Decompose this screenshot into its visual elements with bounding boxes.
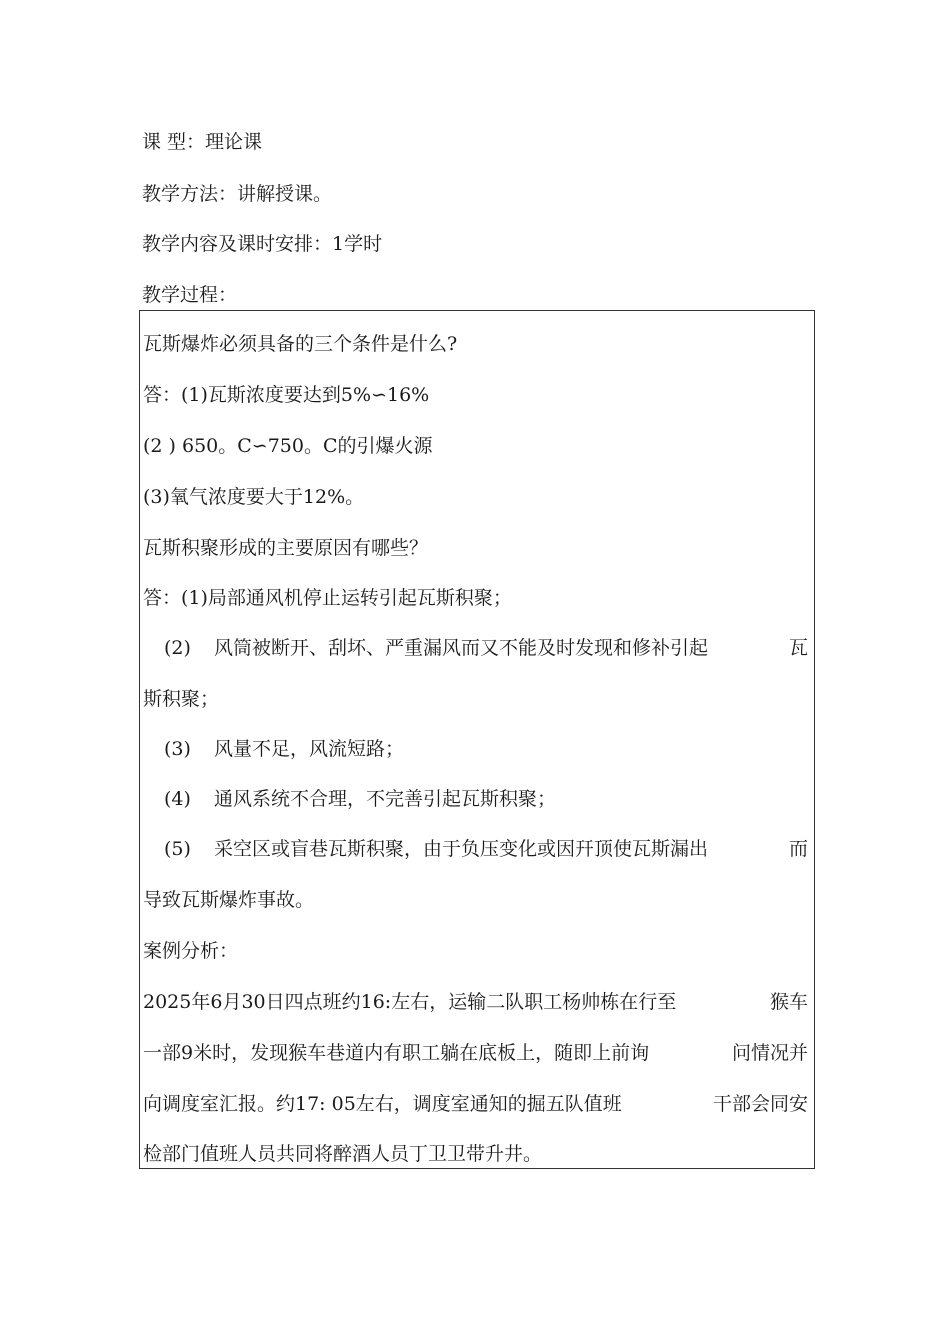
answer-line: (2 ) 650。C∽750。C的引爆火源: [143, 435, 433, 457]
item-number: (2): [164, 637, 191, 659]
answer-item: [164, 737, 808, 761]
process-label: 教学过程：: [142, 284, 238, 306]
answer-item: [164, 787, 808, 811]
answer-item: [164, 837, 808, 861]
course-type-line: 课 型：理论课: [142, 131, 263, 153]
case-paragraph-line: [143, 990, 808, 1014]
item-text-tail: 瓦: [788, 637, 808, 659]
answer-line: 答：(1)局部通风机停止运转引起瓦斯积聚；: [143, 587, 512, 609]
answer-continuation: 斯积聚；: [143, 688, 220, 710]
item-text: 采空区或盲巷瓦斯积聚，由于负压变化或因幵顶使瓦斯漏出: [214, 838, 709, 860]
case-paragraph-line: 检部门值班人员共同将醉酒人员丁卫卫带升井。: [143, 1143, 543, 1165]
item-text: 风量不足，风流短路；: [214, 738, 405, 760]
item-text-tail: 而: [788, 838, 808, 860]
answer-line: 答：(1)瓦斯浓度要达到5%∽16%: [143, 384, 430, 406]
item-number: (3): [164, 738, 191, 760]
item-number: (5): [164, 838, 191, 860]
item-text: 通风系统不合理，不完善引起瓦斯积聚；: [214, 788, 557, 810]
question-gas-explosion-conditions: 瓦斯爆炸必须具备的三个条件是什么?: [143, 333, 458, 355]
case-text: 2025年6月30日四点班约16:左右，运输二队职工杨帅栋在行至: [143, 991, 677, 1013]
answer-line: (3)氧气浓度要大于12%。: [143, 486, 365, 508]
item-text: 风筒被断开、刮坏、严重漏风而又不能及时发现和修补引起: [214, 637, 709, 659]
case-text: 向调度室汇报。约17: 05左右，调度室通知的掘五队值班: [143, 1093, 622, 1115]
teaching-process-box: [139, 310, 815, 1169]
item-number: (4): [164, 788, 191, 810]
answer-continuation: 导致瓦斯爆炸事故。: [143, 889, 315, 911]
teaching-method-line: 教学方法：讲解授课。: [142, 183, 333, 205]
case-paragraph-line: [143, 1092, 808, 1116]
case-text-tail: 问情况并: [731, 1042, 808, 1064]
case-text-tail: 干部会同安: [712, 1093, 808, 1115]
question-gas-accumulation-causes: 瓦斯积聚形成的主要原因有哪些？: [143, 537, 429, 559]
content-schedule-line: 教学内容及课时安排：1学时: [142, 233, 383, 255]
case-analysis-label: 案例分析：: [143, 940, 239, 962]
case-text: 一部9米时，发现猴车巷道内有职工躺在底板上，随即上前询: [143, 1042, 650, 1064]
case-paragraph-line: [143, 1041, 808, 1065]
answer-item: [164, 636, 808, 660]
case-text-tail: 猴车: [769, 991, 808, 1013]
